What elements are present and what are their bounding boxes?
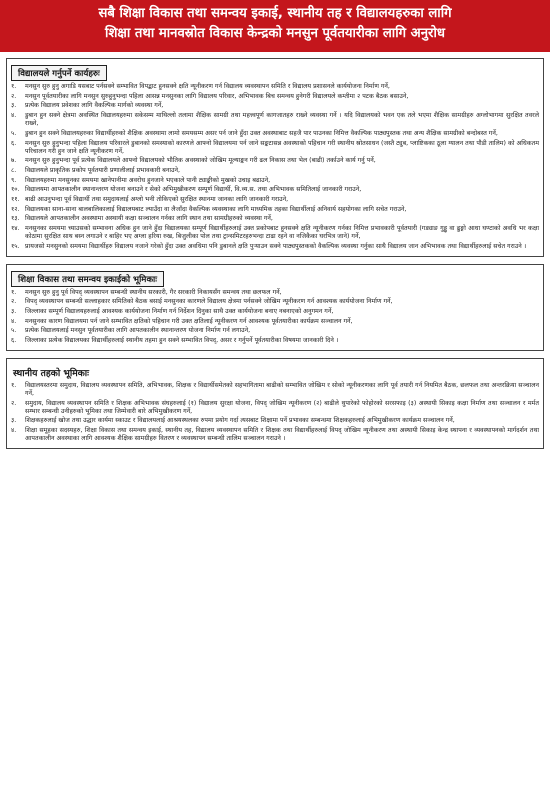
item-number: १४. [11, 225, 20, 233]
item-text: प्रत्येक विद्यालयलाई मनसुन पूर्वतयारीका लागि आपतकालीन स्थानान्तरण योजना निर्माण गर्न लगाउने, [25, 327, 251, 335]
list-item [11, 130, 539, 138]
item-number: ३. [11, 102, 17, 110]
item-text: डुबान हुन सक्ने विद्यालयहरुका विद्यार्थीहरुको शैक्षिक अवस्थामा लामो समयसम्म असर पर्न जाने हुँदा उक्त अवस्थाबाट सहजै पार पाउनका निमित्त वैकल्पिक पाठ्यपुस्तक तथा अन्य शैक्षिक सामग्रीको बन्दोबस्त गर्ने, [25, 129, 498, 137]
list-item [11, 215, 539, 223]
list-item [11, 177, 539, 185]
item-number: १२. [11, 205, 20, 213]
item-text: जिल्लाका प्रत्येक विद्यालयका विद्यार्थीहरुलाई स्थानीय तहमा हुन सक्ने सम्भावित विपद्, असर र गर्नुपर्ने पूर्वतयारीका विषयमा जानकारी दिने । [25, 337, 339, 345]
item-number: ६. [11, 337, 17, 345]
item-number: १. [11, 288, 17, 296]
list-item [11, 225, 539, 241]
list-item [11, 318, 539, 326]
item-number: ११. [11, 196, 20, 204]
item-text: प्रायजसो मनसुनको समयमा विद्यार्थीहरु विद्यालय नजाने गरेको हुँदा उक्त अवधिमा पनि डुबानले क्षति पुऱ्याउन सक्ने पाठ्यपुस्तकको वैकल्पिक व्यवस्था गर्नुका साथै विद्यालय जान अभिभावक तथा विद्यार्थीहरुलाई सचेत गराउने । [25, 242, 527, 250]
item-text: विद्यालयले आपतकालीन अवस्थामा अस्थायी कक्षा सञ्चालन गर्नका लागि स्थान तथा सामग्रीहरुको व्यवस्था गर्ने, [25, 215, 273, 223]
item-text: मनसुन सुरु हुनुभन्दा पूर्व प्रत्येक विद्यालयले आफ्नो विद्यालयको भौतिक अवस्थाको जोखिम मूल्याङ्कन गरी ढल निकास तथा भेल (बाढी) तर्काउने कार्य गर्नु पर्ने, [25, 157, 376, 165]
item-text: डुबान हुन सक्ने क्षेत्रमा अवस्थित विद्यालयहरुमा सकेसम्म माथिल्लो तलामा शैक्षिक सामग्री तथा महत्त्वपूर्ण कागजातहरु राख्ने व्यवस्था गर्ने । यदि विद्यालयको भवन एक तले भएमा शैक्षिक सामग्रीहरु अग्लोभागमा सुरक्षित तवरले राख्ने, [25, 112, 539, 128]
banner-line-2: शिक्षा तथा मानवस्रोत विकास केन्द्रको मनसुन पूर्वतयारीका लागि अनुरोध [105, 26, 445, 41]
list-item [11, 167, 539, 175]
section-heading: स्थानीय तहको भूमिकाः [13, 367, 90, 379]
list-item [11, 289, 539, 297]
item-text: विद्यालयस्तरमा समुदाय, विद्यालय व्यवस्थापन समिति, अभिभावक, शिक्षक र विद्यार्थीसमेतको सहभागितामा बाढीको सम्भावित जोखिम र सोको न्यूनीकरणका लागि पूर्व तयारी गर्न नियमित बैठक, छलफल तथा अन्तरक्रिया सञ्चालन गर्ने, [25, 381, 539, 397]
item-number: ९. [11, 176, 17, 184]
item-number: १. [11, 381, 17, 389]
item-number: ८. [11, 167, 17, 174]
list-item [11, 140, 539, 156]
section-heading: शिक्षा विकास तथा समन्वय इकाईको भूमिकाः [11, 271, 164, 287]
item-text: बाढी आउनुभन्दा पूर्व विद्यार्थी तथा समुदायलाई अग्लो भनी तोकिएको सुरक्षित स्थानमा जानका लागि जानकारी गराउने, [25, 196, 289, 204]
school-tasks-list [11, 83, 539, 251]
list-item [11, 427, 539, 443]
item-number: १३. [11, 215, 20, 223]
list-item [11, 417, 539, 425]
item-text: विद्यालयहरुमा मनसुनका समयमा खानेपानीमा अवरोध हुनजाने भएकाले पानी ट्याङ्कीको मुखको उचाइ बढाउने, [25, 176, 271, 184]
item-number: १०. [11, 186, 20, 194]
notice-banner [0, 0, 550, 52]
item-text: मनसुन पूर्वतयारीका लागि मनसुन सुरुहुनुभन्दा पहिला आसन्न मनसुनका लागि विद्यालय परिवार, अभिभावक बिच समन्वय हुनेगरी विद्यालयले कम्तीमा २ पटक बैठक बसाउने, [25, 92, 409, 100]
item-number: ४. [11, 112, 17, 120]
item-text: मनसुन सुरु हुनु पूर्व विपद् व्यवस्थापन सम्बन्धी स्थानीय सरकारी, गैर सरकारी निकायसँग समन्वय तथा छलफल गर्ने, [25, 288, 282, 296]
item-text: विद्यालयका साना-साना बालबालिकालाई विद्यालयबाट ल्याउँदा वा लैजाँदा वैकल्पिक व्यवस्थाका लागि माध्यमिक तहका विद्यार्थीलाई अनिवार्य सहयोगका लागि सचेत गराउने, [25, 205, 407, 213]
item-number: ४. [11, 426, 17, 434]
item-text: जिल्लाका सम्पूर्ण विद्यालयहरुलाई आवश्यक कार्ययोजना निर्माण गर्न निर्देशन दिनुका साथै उक्त कार्ययोजना बनाए नबनाएको अनुगमन गर्ने, [25, 307, 334, 315]
list-item [11, 196, 539, 204]
item-number: १. [11, 83, 17, 90]
item-text: विद्यालयमा आपतकालीन स्थानान्तरण योजना बनाउने र सेको अभिमुखीकरण सम्पूर्ण विद्यार्थी, वि.व्य.स. तथा अभिभावक समितिलाई जानकारी गराउने, [25, 186, 362, 194]
item-text: समुदाय, विद्यालय व्यवस्थापन समिति र शिक्षक अभिभावक संघहरुलाई (१) विद्यालय सुरक्षा योजना, विपद् जोखिम न्यूनीकरण (२) बाढीले थुपारेको फोहोरको सरसफाइ (३) अस्थायी सिकाइ कक्षा निर्माण तथा सञ्चालन र मर्मत सम्भार सम्बन्धी उनीहरुको भूमिका तथा जिम्मेवारी बारे अभिमुखीकरण गर्ने, [25, 399, 539, 415]
list-item [11, 112, 539, 128]
list-item [11, 327, 539, 335]
local-level-list [11, 382, 539, 443]
item-number: ५. [11, 327, 17, 335]
item-number: १५. [11, 242, 20, 250]
item-number: ४. [11, 317, 17, 325]
item-text: मनसुन सुरु हुनुभन्दा पहिला विद्यालय परिवारले डुबानको समस्याको कारणले आफ्नो विद्यालयमा पर्न जाने सङ्कटासन्न अवस्थाको पहिचान गरी स्थानीय स्रोतसाधन (जस्तै ट्युब, प्लाष्टिकका ठूला ग्यालन तथा पौडी तालिम) को अधिकतम परिचालन गरी हुन जाने क्षति न्यूनीकरण गर्ने, [25, 139, 539, 155]
list-item [11, 308, 539, 316]
item-number: २. [11, 92, 17, 100]
list-item [11, 93, 539, 101]
item-text: मनसुनका समयमा च्याउसको सम्भावना अधिक हुन जाने हुँदा विद्यालयका सम्पूर्ण विद्यार्थीहरुलाई उक्त प्रकोपबाट हुनसक्ने क्षति न्यूनीकरण गर्नका निमित्त प्रभावकारी पूर्वतयारी (गड्याङ गुड्डु वा ढुङ्गो आधा घण्टाको अवधि भर कक्षा कोठामा सुरक्षित साथ बस्न लगाउने र बाहिर भए अग्ला हरिया रुख, बिजुलीका पोल तथा ट्रान्समिटरहरुभन्दा टाढा रहने वा नजिकैका घरभित्र जाने) गर्ने, [25, 225, 539, 241]
item-number: २. [11, 399, 17, 407]
school-tasks-section [6, 58, 544, 257]
item-text: विद्यालयले प्राकृतिक प्रकोप पूर्वतयारी प्रणालीलाई प्रभावकारी बनाउने, [25, 167, 180, 174]
item-number: ३. [11, 417, 17, 425]
item-text: शिक्षा समूहका सदस्यहरु, शिक्षा विकास तथा समन्वय इकाई, स्थानीय तह, विद्यालय व्यवस्थापन समिति र शिक्षक तथा विद्यार्थीहरुलाई विपद् जोखिम न्यूनीकरण तथा अस्थायी सिकाइ केन्द्र स्थापना र व्यवस्थापनको मार्गदर्शन तथा आपतकालीन अवस्थाका लागि आवश्यक शैक्षिक सामग्रीहरु वितरण र व्यवस्थापन सम्बन्धी तालिम सञ्चालन गराउने । [25, 426, 539, 443]
list-item [11, 382, 539, 398]
coordination-unit-list [11, 289, 539, 346]
list-item [11, 337, 539, 345]
list-item [11, 206, 539, 214]
local-level-section [6, 358, 544, 449]
list-item [11, 298, 539, 306]
banner-line-1: सबै शिक्षा विकास तथा समन्वय इकाई, स्थानीय तह र विद्यालयहरुका लागि [98, 6, 452, 21]
section-heading: विद्यालयले गर्नुपर्ने कार्यहरुः [11, 65, 107, 81]
list-item [11, 102, 539, 110]
item-text: विपद् व्यवस्थापन सम्बन्धी सल्लाहकार समितिको बैठक बसाई मनसुनका कारणले विद्यालय क्षेत्रमा पर्नसक्ने जोखिम न्यूनीकरण गर्न आवश्यक कार्ययोजना निर्माण गर्ने, [25, 298, 393, 306]
coordination-unit-section [6, 264, 544, 351]
list-item [11, 186, 539, 194]
item-number: ६. [11, 139, 17, 147]
item-number: ७. [11, 157, 17, 165]
item-text: शिक्षकहरुलाई खोज तथा उद्धार कार्यमा स्काउट र विद्यालयलाई आश्रयस्थलका रुपमा प्रयोग गर्दा त्यसबाट शिक्षामा पर्ने प्रभावका सम्बन्धमा शिक्षकहरुलाई अभिमुखीकरण कार्यक्रम सञ्चालन गर्ने, [25, 417, 455, 425]
item-number: २. [11, 298, 17, 306]
list-item [11, 83, 539, 91]
item-number: ३. [11, 307, 17, 315]
item-text: प्रत्येक विद्यालय प्रवेशका लागि वैकल्पिक मार्गको व्यवस्था गर्ने, [25, 102, 164, 110]
item-text: मनसुन सुरु हुनु अगाडि यसबाट पर्नसक्ने सम्भावित विपद्बाट हुनसक्ने क्षति न्यूनीकरण गर्न विद्यालय व्यवस्थापन समिति र विद्यालय प्रशासनले कार्ययोजना निर्माण गर्ने, [25, 83, 390, 90]
list-item [11, 243, 539, 251]
item-number: ५. [11, 129, 17, 137]
list-item [11, 157, 539, 165]
list-item [11, 400, 539, 416]
item-text: मनसुनका कारण विद्यालयमा पर्न जाने सम्भावित क्षतिको पहिचान गरी उक्त क्षतिलाई न्यूनीकरण गर्न आवश्यक पूर्वतयारीका कार्यक्रम सञ्चालन गर्ने, [25, 317, 353, 325]
